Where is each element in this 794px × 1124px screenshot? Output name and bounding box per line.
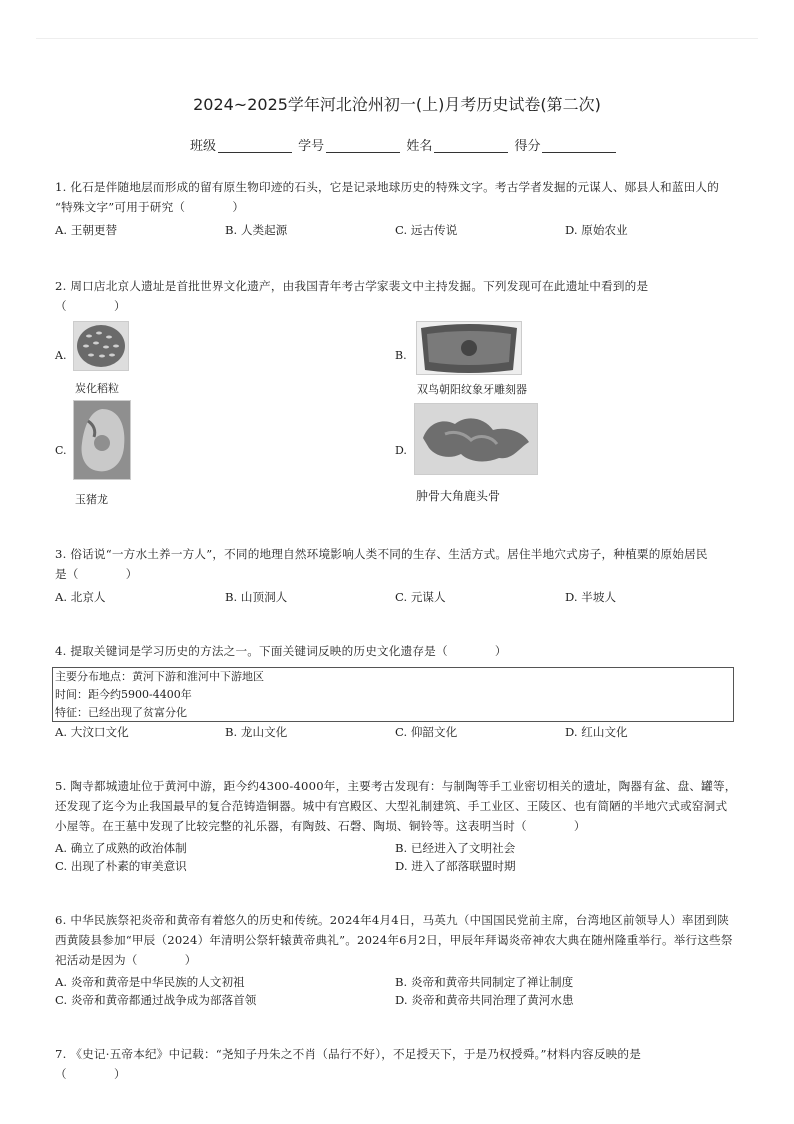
q2-option-a-label[interactable]: A. — [55, 349, 67, 362]
q5-option-a[interactable]: A. 确立了成熟的政治体制 — [55, 841, 187, 855]
question-6-line-3: 祀活动是因为（ ） — [55, 953, 197, 967]
q5-option-c[interactable]: C. 出现了朴素的审美意识 — [55, 859, 187, 873]
number-label: 学号 — [298, 139, 325, 154]
q5-option-d[interactable]: D. 进入了部落联盟时期 — [395, 859, 516, 873]
question-1-line-1: 1. 化石是伴随地层而形成的留有原生物印迹的石头，它是记录地球历史的特殊文字。考古学者发掘的元谋人、郧县人和蓝田人的 — [55, 180, 720, 194]
question-5-line-3: 小屋等。在王墓中发现了比较完整的礼乐器，有陶鼓、石磬、陶埙、铜铃等。这表明当时（ ） — [55, 819, 586, 833]
q6-option-a[interactable]: A. 炎帝和黄帝是中华民族的人文初祖 — [55, 975, 245, 989]
q4-option-a[interactable]: A. 大汶口文化 — [55, 725, 129, 739]
q4-option-d[interactable]: D. 红山文化 — [565, 725, 628, 739]
question-4-options — [55, 724, 745, 742]
question-3-options — [55, 589, 745, 607]
jade-pig-dragon-image — [73, 400, 131, 480]
q4-option-b[interactable]: B. 龙山文化 — [225, 725, 288, 739]
name-label: 姓名 — [406, 139, 433, 154]
q6-option-c[interactable]: C. 炎帝和黄帝都通过战争成为部落首领 — [55, 993, 257, 1007]
q1-option-a[interactable]: A. 王朝更替 — [55, 223, 118, 237]
header-divider — [36, 38, 758, 39]
keyword-time: 时间：距今约5900-4400年 — [55, 688, 192, 701]
q6-option-b[interactable]: B. 炎帝和黄帝共同制定了禅让制度 — [395, 975, 574, 989]
carbonized-rice-image — [73, 321, 129, 371]
q1-option-c[interactable]: C. 远古传说 — [395, 223, 458, 237]
question-2 — [55, 276, 745, 316]
q3-option-d[interactable]: D. 半坡人 — [565, 590, 617, 604]
student-info-line — [190, 135, 618, 154]
question-6-line-1: 6. 中华民族祭祀炎帝和黄帝有着悠久的历史和传统。2024年4月4日，马英九（中国国民党前主席，台湾地区前领导人）率团到陕 — [55, 913, 730, 927]
question-3-line-1: 3. 俗话说“一方水土养一方人”，不同的地理自然环境影响人类不同的生存、生活方式。居住半地穴式房子，种植粟的原始居民 — [55, 547, 708, 561]
q2-option-c-caption: 玉猪龙 — [75, 493, 108, 506]
name-blank[interactable] — [434, 138, 508, 153]
question-7-line-1: 7. 《史记·五帝本纪》中记载：“尧知子丹朱之不肖（品行不好），不足授天下，于是乃权授舜。”材料内容反映的是 — [55, 1047, 641, 1061]
question-6-line-2: 西黄陵县参加“甲辰（2024）年清明公祭轩辕黄帝典礼”。2024年6月2日，甲辰年拜谒炎帝神农大典在随州隆重举行。举行这些祭 — [55, 933, 733, 947]
q3-option-a[interactable]: A. 北京人 — [55, 590, 106, 604]
q2-option-a-caption: 炭化稻粒 — [75, 382, 119, 395]
score-label: 得分 — [514, 139, 541, 154]
question-1-line-2: “特殊文字”可用于研究（ ） — [55, 200, 245, 214]
q2-option-d-caption: 肿骨大角鹿头骨 — [416, 489, 501, 503]
q3-option-c[interactable]: C. 元谋人 — [395, 590, 446, 604]
q6-option-d[interactable]: D. 炎帝和黄帝共同治理了黄河水患 — [395, 993, 574, 1007]
question-3-line-2: 是（ ） — [55, 567, 138, 581]
question-2-line-2: （ ） — [55, 299, 126, 313]
q1-option-d[interactable]: D. 原始农业 — [565, 223, 628, 237]
question-6 — [55, 910, 745, 970]
q4-option-c[interactable]: C. 仰韶文化 — [395, 725, 458, 739]
question-6-options-row-2 — [55, 992, 745, 1010]
question-5-options-row-1 — [55, 840, 745, 858]
q2-option-b-caption: 双鸟朝阳纹象牙雕刻器 — [417, 383, 527, 396]
question-2-line-1: 2. 周口店北京人遗址是首批世界文化遗产，由我国青年考古学家裴文中主持发掘。下列发现可在此遗址中看到的是 — [55, 279, 649, 293]
keyword-feature: 特征：已经出现了贫富分化 — [55, 706, 187, 719]
class-label: 班级 — [190, 139, 217, 154]
question-4 — [55, 641, 745, 661]
question-5-line-1: 5. 陶寺都城遗址位于黄河中游，距今约4300-4000年，主要考古发现有：与制陶等手工业密切相关的遗址，陶器有盆、盘、罐等， — [55, 779, 737, 793]
question-5-options-row-2 — [55, 858, 745, 876]
question-1 — [55, 177, 745, 217]
question-5 — [55, 776, 745, 836]
keyword-location: 主要分布地点：黄河下游和淮河中下游地区 — [55, 670, 264, 683]
number-blank[interactable] — [326, 138, 400, 153]
q2-option-d-label[interactable]: D. — [395, 444, 407, 457]
deer-skull-image — [414, 403, 538, 475]
question-6-options-row-1 — [55, 974, 745, 992]
question-7-line-2: （ ） — [55, 1067, 126, 1081]
question-7 — [55, 1044, 745, 1084]
score-blank[interactable] — [542, 138, 616, 153]
q1-option-b[interactable]: B. 人类起源 — [225, 223, 288, 237]
question-4-line-1: 4. 提取关键词是学习历史的方法之一。下面关键词反映的历史文化遗存是（ ） — [55, 644, 507, 658]
ivory-carving-image — [416, 321, 522, 375]
question-1-options — [55, 222, 745, 240]
class-blank[interactable] — [218, 138, 292, 153]
q5-option-b[interactable]: B. 已经进入了文明社会 — [395, 841, 516, 855]
q3-option-b[interactable]: B. 山顶洞人 — [225, 590, 288, 604]
q2-option-b-label[interactable]: B. — [395, 349, 407, 362]
question-3 — [55, 544, 745, 584]
exam-title: 2024~2025学年河北沧州初一(上)月考历史试卷(第二次) — [193, 95, 601, 114]
keyword-box — [52, 667, 734, 722]
q2-option-c-label[interactable]: C. — [55, 444, 67, 457]
question-5-line-2: 还发现了迄今为止我国最早的复合范铸造铜器。城中有宫殿区、大型礼制建筑、手工业区、王陵区、也有简陋的半地穴式或窑洞式 — [55, 799, 728, 813]
